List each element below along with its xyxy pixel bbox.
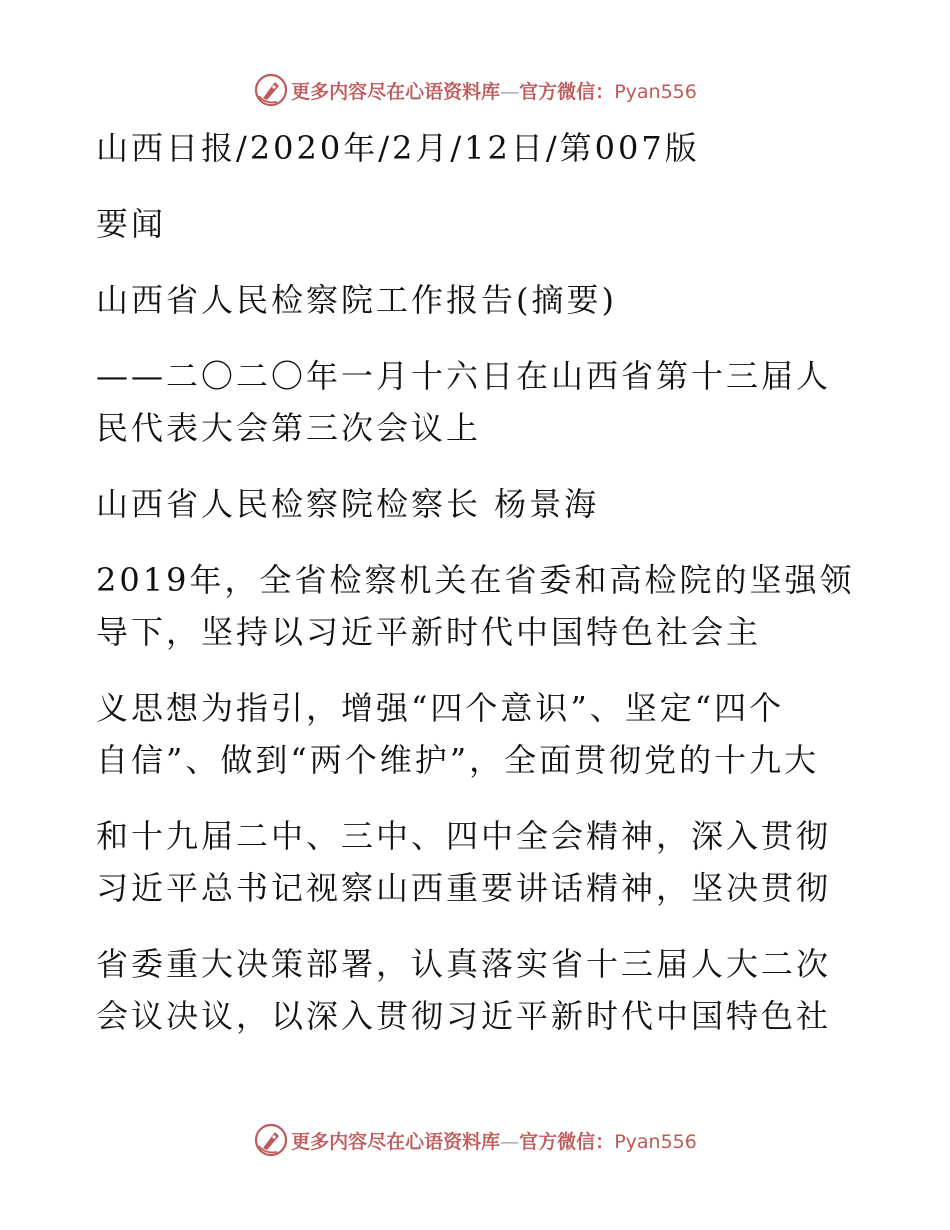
- paragraph: [96, 122, 866, 174]
- watermark-dash: —: [500, 1130, 520, 1153]
- paragraph-gap: [96, 326, 866, 350]
- watermark-wechat-id: Pyan556: [614, 1130, 697, 1153]
- watermark-text: 更多内容尽在心语资料库: [291, 80, 501, 103]
- text-line: 山西省人民检察院工作报告(摘要): [96, 281, 617, 319]
- watermark-suffix: 官方微信：: [519, 1130, 615, 1153]
- watermark-wechat-id: Pyan556: [614, 80, 697, 103]
- document-body: [96, 122, 866, 1042]
- paragraph-gap: [96, 250, 866, 274]
- text-line: 山西省人民检察院检察长 杨景海: [96, 485, 600, 523]
- paragraph-gap: [96, 658, 866, 682]
- footer-watermark: [0, 1120, 950, 1160]
- text-line: 山西日报/2020年/2月/12日/第007版: [96, 129, 700, 167]
- text-line: 自信”、做到“两个维护”，全面贯彻党的十九大: [96, 741, 820, 779]
- text-line: 2019年，全省检察机关在省委和高检院的坚强领: [96, 561, 855, 599]
- text-line: 省委重大决策部署，认真落实省十三届人大二次: [96, 945, 832, 983]
- paragraph: [96, 682, 866, 786]
- text-line: 导下，坚持以习近平新时代中国特色社会主: [96, 613, 762, 651]
- header-watermark: [0, 70, 950, 110]
- paragraph: [96, 938, 866, 1042]
- text-line: 民代表大会第三次会议上: [96, 409, 482, 447]
- watermark-dash: —: [500, 80, 520, 103]
- paragraph: [96, 810, 866, 914]
- text-line: 义思想为指引，增强“四个意识”、坚定“四个: [96, 689, 785, 727]
- text-line: 习近平总书记视察山西重要讲话精神，坚决贯彻: [96, 869, 832, 907]
- pen-nib-logo-icon: [253, 72, 289, 108]
- paragraph-gap: [96, 914, 866, 938]
- text-line: 和十九届二中、三中、四中全会精神，深入贯彻: [96, 817, 832, 855]
- paragraph: [96, 478, 866, 530]
- paragraph: [96, 350, 866, 454]
- paragraph: [96, 198, 866, 250]
- paragraph-gap: [96, 530, 866, 554]
- paragraph-gap: [96, 454, 866, 478]
- paragraph-gap: [96, 786, 866, 810]
- paragraph: [96, 554, 866, 658]
- watermark-suffix: 官方微信：: [519, 80, 615, 103]
- text-line: ——二〇二〇年一月十六日在山西省第十三届人: [96, 357, 832, 395]
- watermark-text: 更多内容尽在心语资料库: [291, 1130, 501, 1153]
- paragraph: [96, 274, 866, 326]
- text-line: 会议决议，以深入贯彻习近平新时代中国特色社: [96, 997, 832, 1035]
- pen-nib-logo-icon: [253, 1122, 289, 1158]
- text-line: 要闻: [96, 205, 167, 243]
- paragraph-gap: [96, 174, 866, 198]
